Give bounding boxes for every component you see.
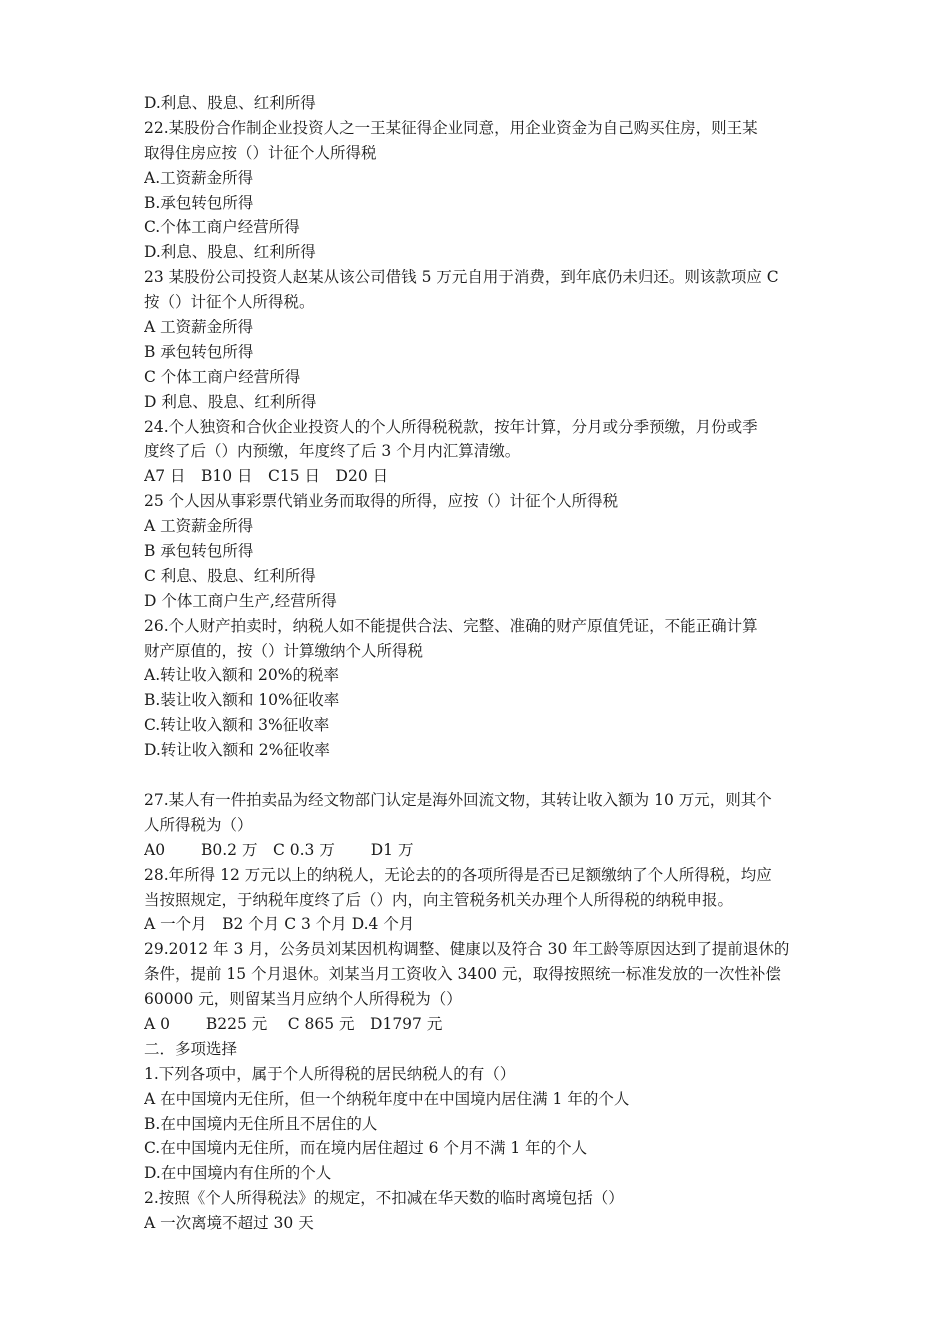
question-29-line-2: 条件，提前 15 个月退休。刘某当月工资收入 3400 元，取得按照统一标准发放的一次性补偿 bbox=[144, 965, 781, 984]
option-c: C 个体工商户经营所得 bbox=[144, 367, 301, 386]
option-b: B.在中国境内无住所且不居住的人 bbox=[144, 1114, 378, 1133]
option-b: B 承包转包所得 bbox=[144, 342, 254, 361]
question-25: 25 个人因从事彩票代销业务而取得的所得，应按（）计征个人所得税 bbox=[144, 492, 619, 511]
question-26-line-1: 26.个人财产拍卖时，纳税人如不能提供合法、完整、准确的财产原值凭证，不能正确计算 bbox=[144, 616, 758, 635]
option-d: D.利息、股息、红利所得 bbox=[144, 243, 316, 262]
question-22-line-2: 取得住房应按（）计征个人所得税 bbox=[144, 143, 377, 162]
option-d: D.在中国境内有住所的个人 bbox=[144, 1164, 332, 1183]
option-d: D 利息、股息、红利所得 bbox=[144, 392, 317, 411]
options-row: A7 日 B10 日 C15 日 D20 日 bbox=[144, 467, 389, 486]
question-27-line-2: 人所得税为（） bbox=[144, 815, 253, 834]
question-26-line-2: 财产原值的，按（）计算缴纳个人所得税 bbox=[144, 641, 424, 660]
text-line: D.利息、股息、红利所得 bbox=[144, 94, 316, 112]
question-23-line-1: 23 某股份公司投资人赵某从该公司借钱 5 万元自用于消费，到年底仍未归还。则该款项应 C bbox=[144, 268, 779, 287]
question-29-line-3: 60000 元，则留某当月应纳个人所得税为（） bbox=[144, 990, 462, 1009]
option-c: C.个体工商户经营所得 bbox=[144, 218, 300, 237]
question-27-line-1: 27.某人有一件拍卖品为经文物部门认定是海外回流文物，其转让收入额为 10 万元，则其个 bbox=[144, 790, 772, 809]
option-a: A.转让收入额和 20%的税率 bbox=[144, 666, 339, 685]
option-d: D 个体工商户生产,经营所得 bbox=[144, 591, 337, 610]
question-28-line-1: 28.年所得 12 万元以上的纳税人，无论去的的各项所得是否已足额缴纳了个人所得税，均应 bbox=[144, 865, 772, 884]
section-heading: 二．多项选择 bbox=[144, 1039, 238, 1058]
option-a: A 在中国境内无住所，但一个纳税年度中在中国境内居住满 1 年的个人 bbox=[144, 1089, 630, 1108]
blank-line bbox=[144, 763, 812, 788]
options-row: A 一个月 B2 个月 C 3 个月 D.4 个月 bbox=[144, 915, 415, 934]
option-c: C 利息、股息、红利所得 bbox=[144, 566, 316, 585]
question-28-line-2: 当按照规定，于纳税年度终了后（）内，向主管税务机关办理个人所得税的纳税申报。 bbox=[144, 890, 734, 909]
option-a: A 工资薪金所得 bbox=[144, 318, 254, 337]
multi-question-1: 1.下列各项中，属于个人所得税的居民纳税人的有（） bbox=[144, 1064, 516, 1083]
options-row: A0 B0.2 万 C 0.3 万 D1 万 bbox=[144, 840, 414, 859]
option-b: B.装让收入额和 10%征收率 bbox=[144, 691, 340, 710]
option-a: A.工资薪金所得 bbox=[144, 168, 254, 187]
option-c: C.在中国境内无住所，而在境内居住超过 6 个月不满 1 年的个人 bbox=[144, 1139, 588, 1158]
question-23-line-2: 按（）计征个人所得税。 bbox=[144, 293, 315, 312]
options-row: A 0 B225 元 C 865 元 D1797 元 bbox=[144, 1014, 443, 1033]
option-a: A 工资薪金所得 bbox=[144, 517, 254, 536]
option-d: D.转让收入额和 2%征收率 bbox=[144, 741, 330, 760]
question-29-line-1: 29.2012 年 3 月，公务员刘某因机构调整、健康以及符合 30 年工龄等原因达到了提前退休的 bbox=[144, 940, 790, 959]
option-b: B.承包转包所得 bbox=[144, 193, 254, 212]
option-b: B 承包转包所得 bbox=[144, 542, 254, 561]
option-c: C.转让收入额和 3%征收率 bbox=[144, 716, 330, 735]
question-24-line-1: 24.个人独资和合伙企业投资人的个人所得税税款，按年计算，分月或分季预缴，月份或季 bbox=[144, 417, 758, 436]
question-24-line-2: 度终了后（）内预缴，年度终了后 3 个月内汇算清缴。 bbox=[144, 442, 521, 461]
document-page bbox=[144, 91, 812, 1236]
multi-question-2: 2.按照《个人所得税法》的规定，不扣减在华天数的临时离境包括（） bbox=[144, 1189, 624, 1208]
question-22-line-1: 22.某股份合作制企业投资人之一王某征得企业同意，用企业资金为自己购买住房，则王某 bbox=[144, 118, 758, 137]
option-a: A 一次离境不超过 30 天 bbox=[144, 1214, 314, 1233]
